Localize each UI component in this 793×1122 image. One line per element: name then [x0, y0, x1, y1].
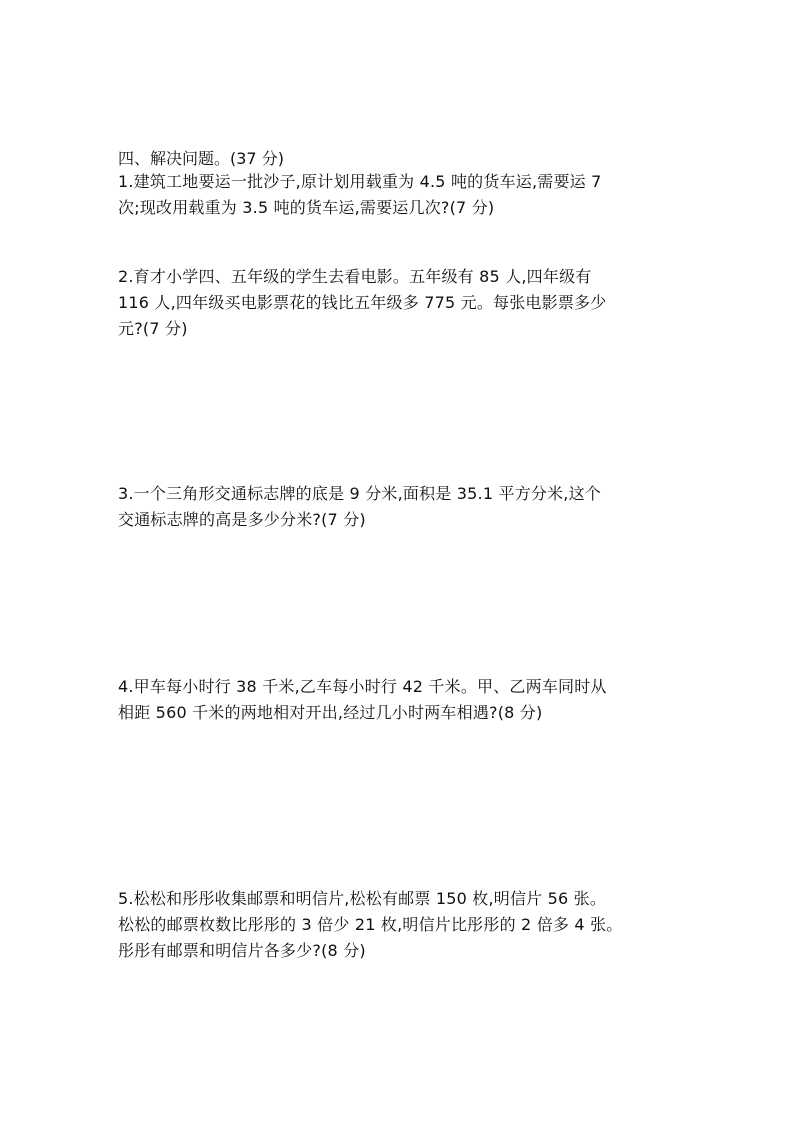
- problem-3-line-1: 3.一个三角形交通标志牌的底是 9 分米,面积是 35.1 平方分米,这个: [118, 484, 601, 503]
- problem-5-line-3: 彤彤有邮票和明信片各多少?(8 分): [118, 941, 366, 960]
- problem-2-line-3: 元?(7 分): [118, 319, 188, 338]
- problem-2-line-2: 116 人,四年级买电影票花的钱比五年级多 775 元。每张电影票多少: [118, 293, 607, 312]
- problem-1: [118, 169, 683, 221]
- problem-4-line-1: 4.甲车每小时行 38 千米,乙车每小时行 42 千米。甲、乙两车同时从: [118, 677, 607, 696]
- problem-4: [118, 674, 683, 726]
- problem-5-line-1: 5.松松和彤彤收集邮票和明信片,松松有邮票 150 枚,明信片 56 张。: [118, 889, 607, 908]
- problem-4-line-2: 相距 560 千米的两地相对开出,经过几小时两车相遇?(8 分): [118, 703, 543, 722]
- problem-5: [118, 886, 683, 964]
- problem-1-line-1: 1.建筑工地要运一批沙子,原计划用载重为 4.5 吨的货车运,需要运 7: [118, 172, 602, 191]
- problem-5-line-2: 松松的邮票枚数比彤彤的 3 倍少 21 枚,明信片比彤彤的 2 倍多 4 张。: [118, 915, 623, 934]
- problem-1-line-2: 次;现改用载重为 3.5 吨的货车运,需要运几次?(7 分): [118, 198, 495, 217]
- problem-3-line-2: 交通标志牌的高是多少分米?(7 分): [118, 510, 366, 529]
- problem-2-line-1: 2.育才小学四、五年级的学生去看电影。五年级有 85 人,四年级有: [118, 267, 592, 286]
- section-heading: 四、解决问题。(37 分): [118, 149, 284, 168]
- problem-2: [118, 264, 683, 342]
- problem-3: [118, 481, 683, 533]
